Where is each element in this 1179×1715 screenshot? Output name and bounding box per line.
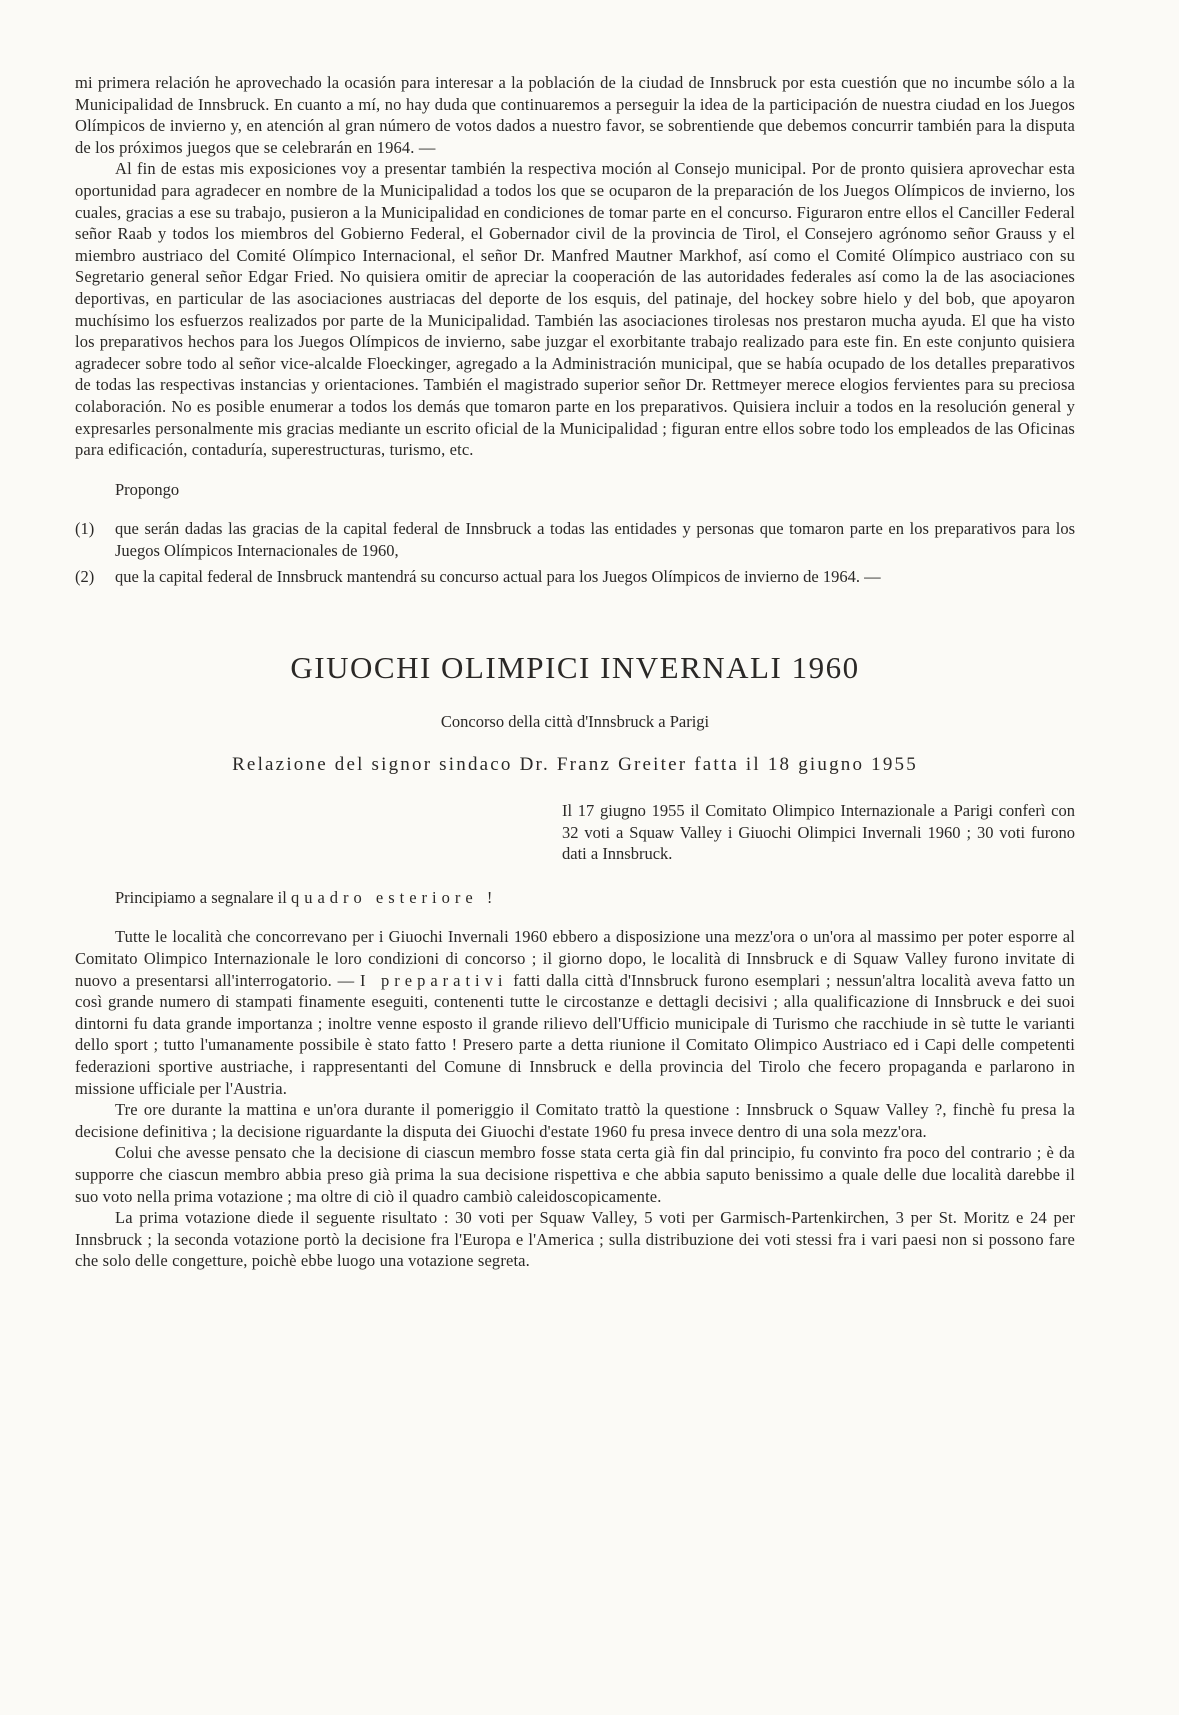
motion-number: (2) bbox=[75, 567, 95, 587]
motion-list bbox=[75, 518, 1075, 588]
motion-number: (1) bbox=[75, 519, 95, 539]
italian-body bbox=[75, 926, 1075, 1272]
italian-paragraph-4: La prima votazione diede il seguente risultato : 30 voti per Squaw Valley, 5 voti per Garmisch-Partenkirchen, 3 per St. Moritz e 24 per Innsbruck ; la seconda votazione portò la decisione fra l'Europa e l'America ; sulla distribuzione dei voti stessi fra i vari paesi non si possono fare che solo delle congetture, poichè ebbe luogo una votazione segreta. bbox=[75, 1208, 1075, 1271]
spanish-paragraph-1: mi primera relación he aprovechado la ocasión para interesar a la población de la ciudad de Innsbruck por esta cuestión que no incumbe sólo a la Municipalidad de Innsbruck. En cuanto a mí, no hay duda que continuaremos a perseguir la idea de la participación de nuestra ciudad en los Juegos Olímpicos de invierno y, en atención al gran número de votos dados a nuestro favor, se sobrentiende que debemos concurrir también para la disputa de los próximos juegos que se celebrarán en 1964. — bbox=[75, 73, 1075, 157]
italian-paragraph-3: Colui che avesse pensato che la decisione di ciascun membro fosse stata certa già fin dal principio, fu convinto fra poco del contrario ; è da supporre che ciascun membro abbia preso già prima la sua decisione rispettiva e che abbia saputo benissimo a quale delle due località darebbe il suo voto nella prima votazione ; ma oltre di ciò il quadro cambiò caleidoscopicamente. bbox=[75, 1143, 1075, 1206]
propongo-label: Propongo bbox=[115, 479, 180, 499]
italian-paragraph-2: Tre ore durante la mattina e un'ora durante il pomeriggio il Comitato trattò la questione : Innsbruck o Squaw Valley ?, finchè fu presa la decisione definitiva ; la decisione riguardante la disputa dei Giuochi d'estate 1960 fu presa invece dentro di una sola mezz'ora. bbox=[75, 1100, 1075, 1141]
principiamo-line bbox=[75, 887, 1075, 909]
spanish-paragraph-2: Al fin de estas mis exposiciones voy a presentar también la respectiva moción al Consejo municipal. Por de pronto quisiera aprovechar esta oportunidad para agradecer en nombre de la Municipalidad a todos los que se ocuparon de la preparación de los Juegos Olímpicos de invierno, los cuales, gracias a ese su trabajo, pusieron a la Municipalidad en condiciones de tomar parte en el concurso. Figuraron entre ellos el Canciller Federal señor Raab y todos los miembros del Gobierno Federal, el Gobernador civil de la provincia de Tirol, el Consejero agrónomo señor Grauss y el miembro austriaco del Comité Olímpico Internacional, el señor Dr. Manfred Mautner Markhof, así como el Comité Olímpico austriaco con su Segretario general señor Edgar Fried. No quisiera omitir de apreciar la cooperación de las autoridades federales así como la de las asociaciones deportivas, en particular de las asociaciones austriacas del deporte de los esquis, del patinaje, del hockey sobre hielo y del bob, que apoyaron muchísimo los esfuerzos realizados por parte de la Municipalidad. También las asociaciones tirolesas nos prestaron mucha ayuda. El que ha visto los preparativos hechos para los Juegos Olímpicos de invierno, sabe juzgar el exorbitante trabajo realizado para este fin. En este conjunto quisiera agradecer sobre todo al señor vice-alcalde Floeckinger, agregado a la Administración municipal, que se había ocupado de los detalles preparativos de todas las respectivas instancias y orientaciones. También el magistrado superior señor Dr. Rettmeyer merece elogios fervientes para su preciosa colaboración. No es posible enumerar a todos los demás que tomaron parte en los preparativos. Quisiera incluir a todos en la resolución general y expresarles personalmente mis gracias mediante un escrito oficial de la Municipalidad ; figuran entre ellos sobre todo los empleados de las Oficinas para edificación, contaduría, superestructuras, turismo, etc. bbox=[75, 159, 1075, 460]
section-subtitle: Concorso della città d'Innsbruck a Parigi bbox=[440, 712, 710, 732]
motion-item bbox=[75, 518, 1075, 561]
intro-note: Il 17 giugno 1955 il Comitato Olimpico Internazionale a Parigi conferì con 32 voti a Squaw Valley i Giuochi Olimpici Invernali 1960 ; 30 voti furono dati a Innsbruck. bbox=[562, 801, 1075, 864]
principiamo-emphasis: quadro esteriore ! bbox=[290, 887, 498, 907]
italian-paragraph-1-part1: Tutte le località che concorrevano per i Giuochi Invernali 1960 ebbero a disposizione una mezz'ora o un'ora al massimo per poter esporre al Comitato Olimpico Internazionale le loro condizioni di concorso ; il giorno dopo, le località di Innsbruck e di Squaw Valley furono invitate di nuovo a presentarsi all'interrogatorio. — bbox=[75, 927, 1075, 990]
section-title: GIUOCHI OLIMPICI INVERNALI 1960 bbox=[290, 650, 860, 686]
motion-text: que la capital federal de Innsbruck mantendrá su concurso actual para los Juegos Olímpicos de invierno de 1964. — bbox=[115, 567, 881, 587]
motion-text: que serán dadas las gracias de la capital federal de Innsbruck a todas las entidades y personas que tomaron parte en los preparativos para los Juegos Olímpicos Internacionales de 1960, bbox=[115, 519, 1075, 560]
motion-item bbox=[75, 566, 1075, 588]
document-page bbox=[75, 72, 1075, 1272]
principiamo-prefix: Principiamo a segnalare il bbox=[115, 887, 287, 907]
report-byline: Relazione del signor sindaco Dr. Franz Greiter fatta il 18 giugno 1955 bbox=[232, 754, 918, 776]
italian-paragraph-1-emphasis: I preparativi bbox=[359, 970, 508, 990]
italian-paragraph-1-part2: fatti dalla città d'Innsbruck furono esemplari ; nessun'altra località aveva fatto un così grande numero di stampati finamente eseguiti, contenenti tutte le circostanze e dettagli decisivi ; alla qualificazione di Innsbruck e dei suoi dintorni fu data grande importanza ; inoltre venne esposto il grande rilievo dell'Ufficio municipale di Turismo che racchiude in sè tutte le varianti dello sport ; tutto l'umanamente possibile è stato fatto ! Presero parte a detta riunione il Comitato Olimpico Austriaco ed i Capi delle competenti federazioni sportive austriache, i rappresentanti del Comune di Innsbruck e della provincia del Tirolo che fecero propaganda e parlarono in missione ufficiale per l'Austria. bbox=[75, 970, 1075, 1098]
italian-paragraph-1 bbox=[75, 926, 1075, 1099]
